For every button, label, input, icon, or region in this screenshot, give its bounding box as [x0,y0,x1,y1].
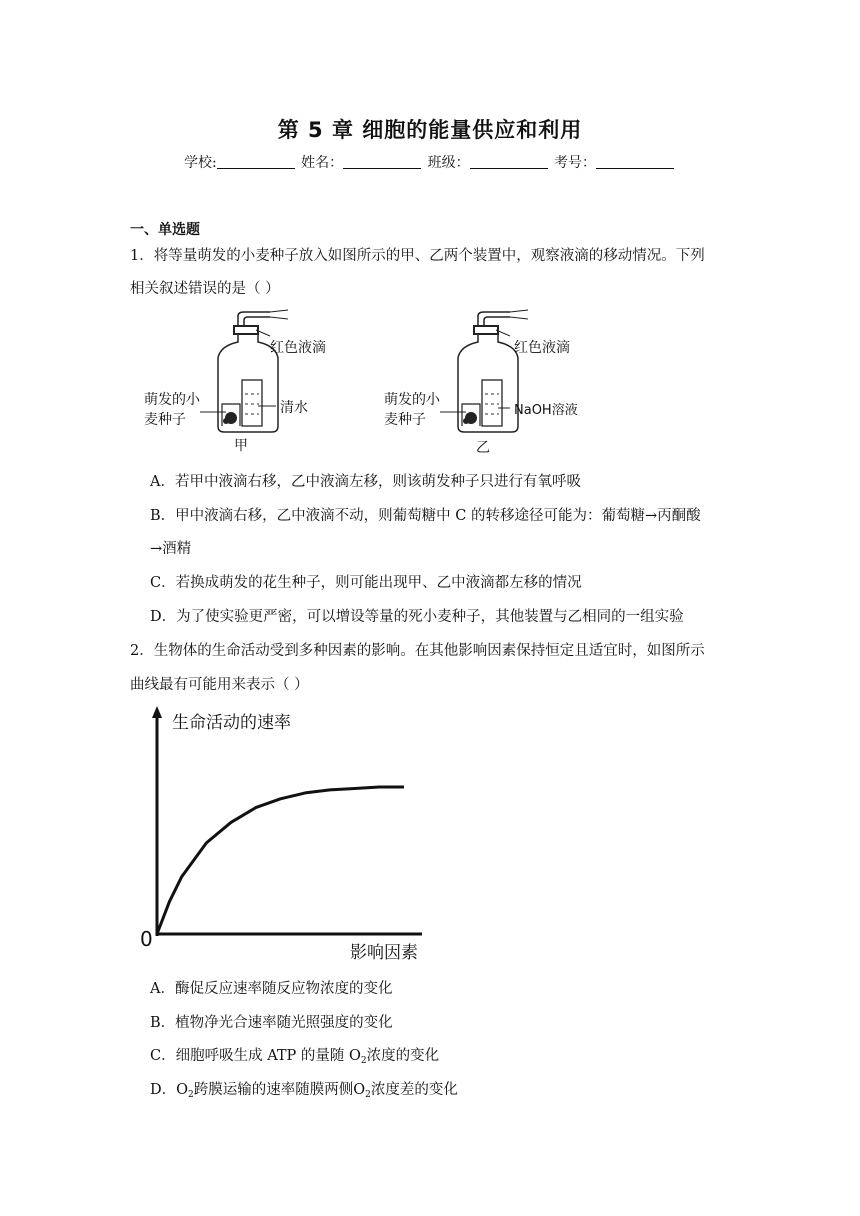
tube-jia [238,312,270,326]
q2-option-c-tail: 浓度的变化 [366,1048,440,1064]
seed-label-jia-line2: 麦种子 [144,412,186,428]
exam-number-label: 考号： [554,155,597,171]
q2-option-d[interactable] [150,1080,458,1105]
apparatus-jia [144,310,326,454]
apparatus-yi [384,310,578,456]
seed-label-jia-line1: 萌发的小 [144,392,200,408]
x-axis-label: 影响因素 [350,943,418,963]
page-title: 第 5 章 细胞的能量供应和利用 [277,118,583,142]
liquid-label-jia: 清水 [280,400,308,416]
droplet-label-jia: 红色液滴 [270,340,326,356]
school-label: 学校: [183,155,217,171]
y-axis-arrow-icon [152,706,162,718]
exam-number-blank[interactable] [596,154,674,169]
beaker-jia [242,380,262,426]
q2-option-a[interactable]: A．酶促反应速率随反应物浓度的变化 [150,981,393,997]
liquid-label-yi: NaOH溶液 [514,403,578,418]
seed-label-yi-line1: 萌发的小 [384,392,440,408]
jar-jia-cap [234,326,258,334]
school-blank[interactable] [217,154,295,169]
q1-option-a[interactable]: A．若甲中液滴右移，乙中液滴左移，则该萌发种子只进行有氧呼吸 [150,474,581,490]
q2-curve-chart [132,700,442,970]
q2-option-d-tail: 浓度差的变化 [370,1082,458,1098]
q1-option-c[interactable]: C．若换成萌发的花生种子，则可能出现甲、乙中液滴都左移的情况 [150,575,582,591]
q2-stem-line2: 曲线最有可能用来表示（ ） [130,677,309,693]
apparatus-name-jia: 甲 [234,438,248,454]
seed-label-yi-line2: 麦种子 [384,412,426,428]
q2-option-b[interactable]: B．植物净光合速率随光照强度的变化 [150,1015,393,1031]
q2-stem-line1: 2．生物体的生命活动受到多种因素的影响。在其他影响因素保持恒定且适宜时，如图所示 [130,643,705,659]
series-line [157,787,404,934]
section-heading: 一、单选题 [130,222,200,238]
apparatus-name-yi: 乙 [476,440,490,456]
q1-apparatus-figure [140,308,610,458]
droplet-label-yi: 红色液滴 [514,340,570,356]
q2-option-d-text: D．O [150,1082,189,1098]
student-info-line [0,152,860,172]
class-blank[interactable] [470,154,548,169]
jar-yi-cap [474,326,498,334]
q2-option-c-text: C．细胞呼吸生成 ATP 的量随 O [150,1048,361,1064]
q2-option-d-middle: 跨膜运输的速率随膜两侧O [193,1082,366,1098]
q1-stem-line1: 1．将等量萌发的小麦种子放入如图所示的甲、乙两个装置中，观察液滴的移动情况。下列 [130,248,705,264]
q2-option-c[interactable] [150,1046,439,1071]
name-label: 姓名： [301,155,344,171]
q2-option-d-subscript: 2 [188,1090,194,1100]
tube-yi [478,312,510,326]
q2-option-c-subscript: 2 [360,1056,367,1066]
q2-option-d-subscript2: 2 [365,1090,371,1100]
beaker-yi [482,380,502,426]
q1-option-b-line2[interactable]: →酒精 [150,541,192,557]
q1-option-b-line1[interactable]: B．甲中液滴右移，乙中液滴不动，则葡萄糖中 C 的转移途径可能为：葡萄糖→丙酮酸 [150,508,701,524]
name-blank[interactable] [343,154,421,169]
q1-option-d[interactable]: D．为了使实验更严密，可以增设等量的死小麦种子，其他装置与乙相同的一组实验 [150,609,684,625]
origin-label: 0 [140,927,153,951]
class-label: 班级： [427,155,470,171]
y-axis-label: 生命活动的速率 [172,713,291,733]
q1-stem-line2: 相关叙述错误的是（ ） [130,281,280,297]
